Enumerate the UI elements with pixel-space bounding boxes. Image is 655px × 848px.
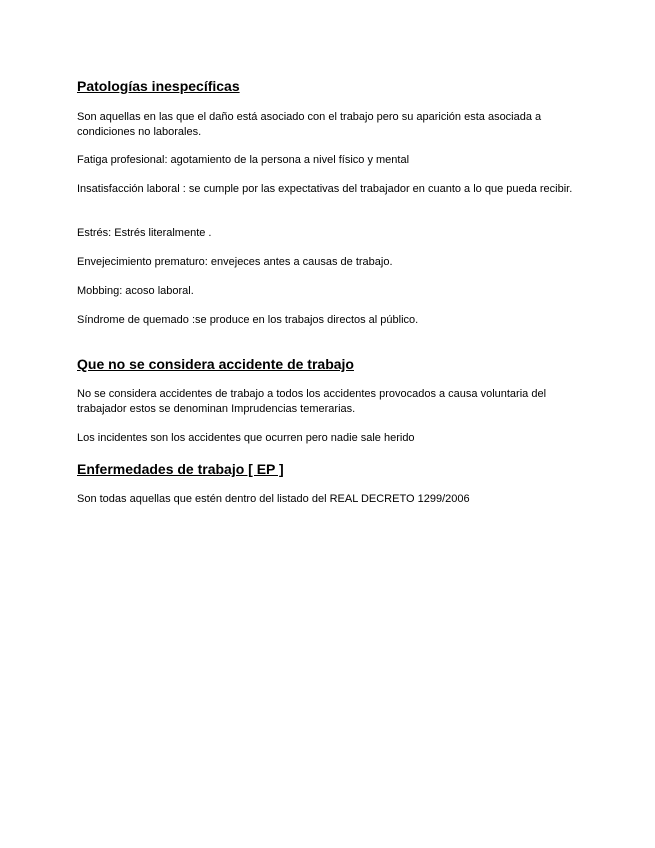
paragraph-envejecimiento: Envejecimiento prematuro: envejeces antes a causas de trabajo. xyxy=(77,256,393,268)
paragraph-definition: Son aquellas en las que el daño está asociado con el trabajo pero su aparición esta asociada a condiciones no laborales. xyxy=(77,111,542,138)
section-heading-enfermedades: Enfermedades de trabajo [ EP ] xyxy=(77,461,284,477)
paragraph-incidentes: Los incidentes son los accidentes que ocurren pero nadie sale herido xyxy=(77,432,415,444)
paragraph-fatiga: Fatiga profesional: agotamiento de la persona a nivel físico y mental xyxy=(77,154,410,166)
section-heading-patologias: Patologías inespecíficas xyxy=(77,78,240,94)
paragraph-sindrome: Síndrome de quemado :se produce en los trabajos directos al público. xyxy=(77,314,419,326)
paragraph-mobbing: Mobbing: acoso laboral. xyxy=(77,285,194,297)
section-heading-no-accidente: Que no se considera accidente de trabajo xyxy=(77,356,354,372)
paragraph-real-decreto: Son todas aquellas que estén dentro del listado del REAL DECRETO 1299/2006 xyxy=(77,493,470,505)
paragraph-no-accidente: No se considera accidentes de trabajo a todos los accidentes provocados a causa voluntaria del trabajador estos se denominan Imprudencias temerarias. xyxy=(77,388,547,415)
paragraph-insatisfaccion: Insatisfacción laboral : se cumple por las expectativas del trabajador en cuanto a lo que pueda recibir. xyxy=(77,183,573,195)
paragraph-estres: Estrés: Estrés literalmente . xyxy=(77,227,212,239)
